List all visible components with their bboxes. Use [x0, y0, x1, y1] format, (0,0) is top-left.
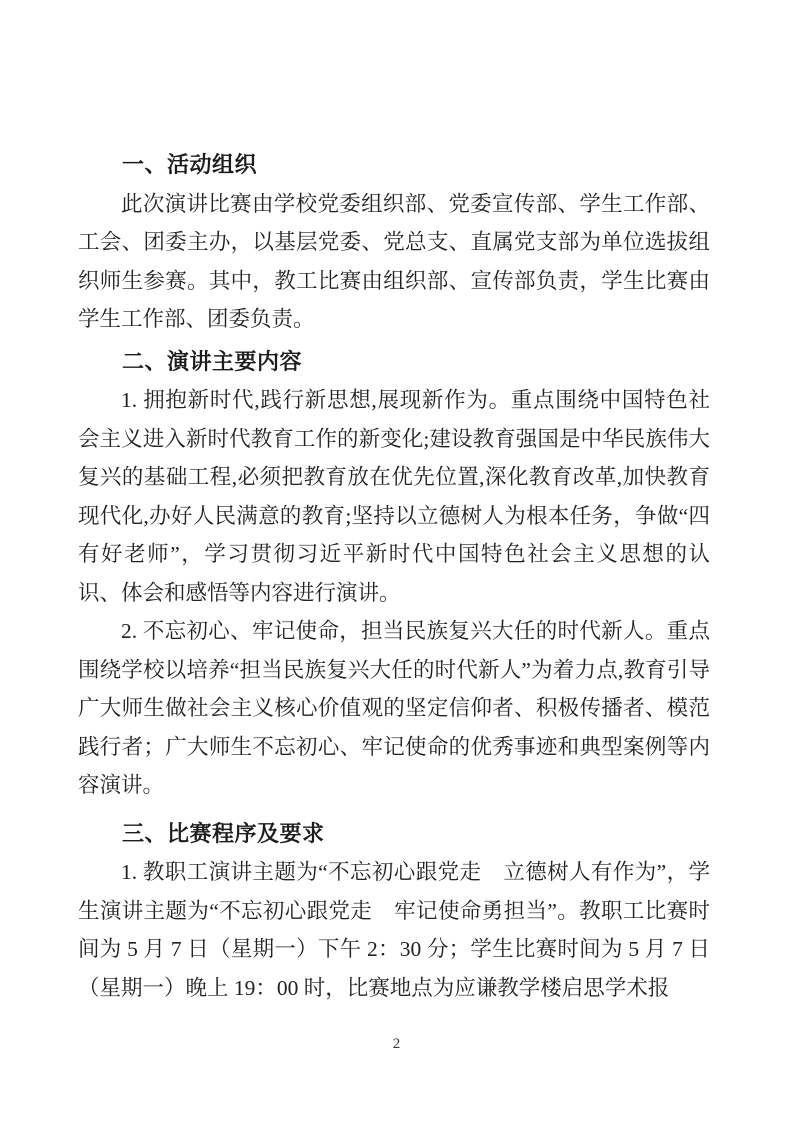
- paragraph-speech-content-item-2: 2. 不忘初心、牢记使命，担当民族复兴大任的时代新人。重点围绕学校以培养“担当民族复兴大任的时代新人”为着力点,教育引导广大师生做社会主义核心价值观的坚定信仰者、积极传播者、模范践行者；广大师生不忘初心、牢记使命的优秀事迹和典型案例等内容演讲。: [78, 619, 710, 797]
- section-heading-speech-content: 二、演讲主要内容: [122, 348, 303, 374]
- paragraph-speech-content-item-1: 1. 拥抱新时代,践行新思想,展现新作为。重点围绕中国特色社会主义进入新时代教育工作的新变化;建设教育强国是中华民族伟大复兴的基础工程,必须把教育放在优先位置,深化教育改革,加快教育现代化,办好人民满意的教育;坚持以立德树人为根本任务，争做“四有好老师”，学习贯彻习近平新时代中国特色社会主义思想的认识、体会和感悟等内容进行演讲。: [78, 388, 710, 605]
- paragraph-contest-procedure-item-1: 1. 教职工演讲主题为“不忘初心跟党走 立德树人有作为”，学生演讲主题为“不忘初心跟党走 牢记使命勇担当”。教职工比赛时间为 5 月 7 日（星期一）下午 2：30 分；学生比赛时间为 5 月 7 日（星期一）晚上 19：00 时，比赛地点为应谦教学楼启思学术报: [78, 860, 710, 1000]
- page-number: 2: [392, 1036, 401, 1052]
- section-heading-activity-organization: 一、活动组织: [122, 152, 258, 177]
- section-heading-contest-procedure: 三、比赛程序及要求: [122, 820, 325, 846]
- document-content: [78, 146, 710, 1007]
- paragraph-activity-organization: 此次演讲比赛由学校党委组织部、党委宣传部、学生工作部、工会、团委主办，以基层党委、党总支、直属党支部为单位选拔组织师生参赛。其中，教工比赛由组织部、宣传部负责，学生比赛由学生工作部、团委负责。: [78, 191, 710, 331]
